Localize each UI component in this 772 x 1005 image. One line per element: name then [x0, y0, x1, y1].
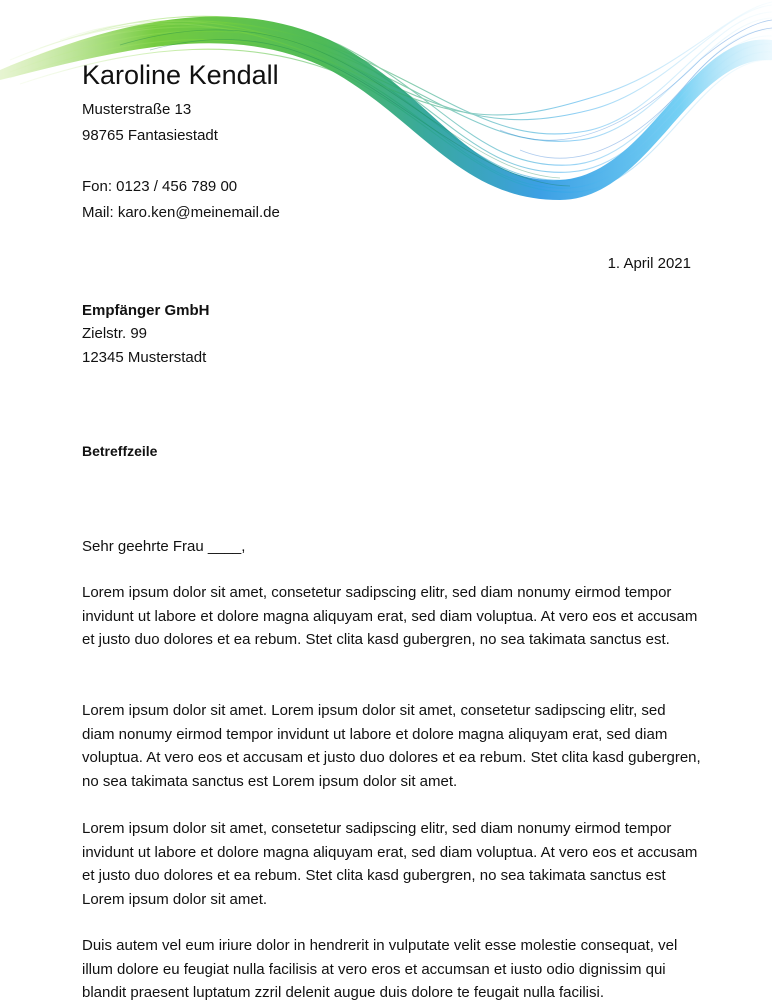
sender-mail: Mail: karo.ken@meinemail.de	[82, 204, 280, 221]
letter-date: 1. April 2021	[607, 255, 691, 272]
sender-phone: Fon: 0123 / 456 789 00	[82, 178, 238, 195]
recipient-company: Empfänger GmbH	[82, 302, 210, 319]
salutation: Sehr geehrte Frau ____,	[82, 538, 246, 555]
body-paragraph-3: Lorem ipsum dolor sit amet, consetetur sadipscing elitr, sed diam nonumy eirmod tempor invidunt ut labore et dolore magna aliquyam erat, sed diam voluptua. At vero eos et accusam et justo duo dolores et ea rebum. Stet clita kasd gubergren, no sea takimata sanctus est Lorem ipsum dolor sit amet.	[82, 820, 698, 908]
body-paragraph-2: Lorem ipsum dolor sit amet. Lorem ipsum dolor sit amet, consetetur sadipscing elitr, sed diam nonumy eirmod tempor invidunt ut labore et dolore magna aliquyam erat, sed diam voluptua. At vero eos et accusam et justo duo dolores et ea rebum. Stet clita kasd gubergren, no sea takimata sanctus est Lorem ipsum dolor sit amet.	[82, 702, 701, 790]
subject-line: Betreffzeile	[82, 443, 158, 459]
recipient-city: 12345 Musterstadt	[82, 349, 207, 366]
sender-city: 98765 Fantasiestadt	[82, 127, 218, 144]
body-paragraph-1: Lorem ipsum dolor sit amet, consetetur sadipscing elitr, sed diam nonumy eirmod tempor invidunt ut labore et dolore magna aliquyam erat, sed diam voluptua. At vero eos et accusam et justo duo dolores et ea rebum. Stet clita kasd gubergren, no sea takimata sanctus est.	[82, 584, 698, 648]
sender-street: Musterstraße 13	[82, 101, 192, 118]
sender-name: Karoline Kendall	[82, 60, 279, 90]
body-paragraph-4: Duis autem vel eum iriure dolor in hendrerit in vulputate velit esse molestie consequat, vel illum dolore eu feugiat nulla facilisis at vero eros et accumsan et iusto odio dignissim qui blandit praesent luptatum zzril delenit augue duis dolore te feugait nulla facilisi.	[82, 937, 678, 1001]
recipient-street: Zielstr. 99	[82, 325, 148, 342]
